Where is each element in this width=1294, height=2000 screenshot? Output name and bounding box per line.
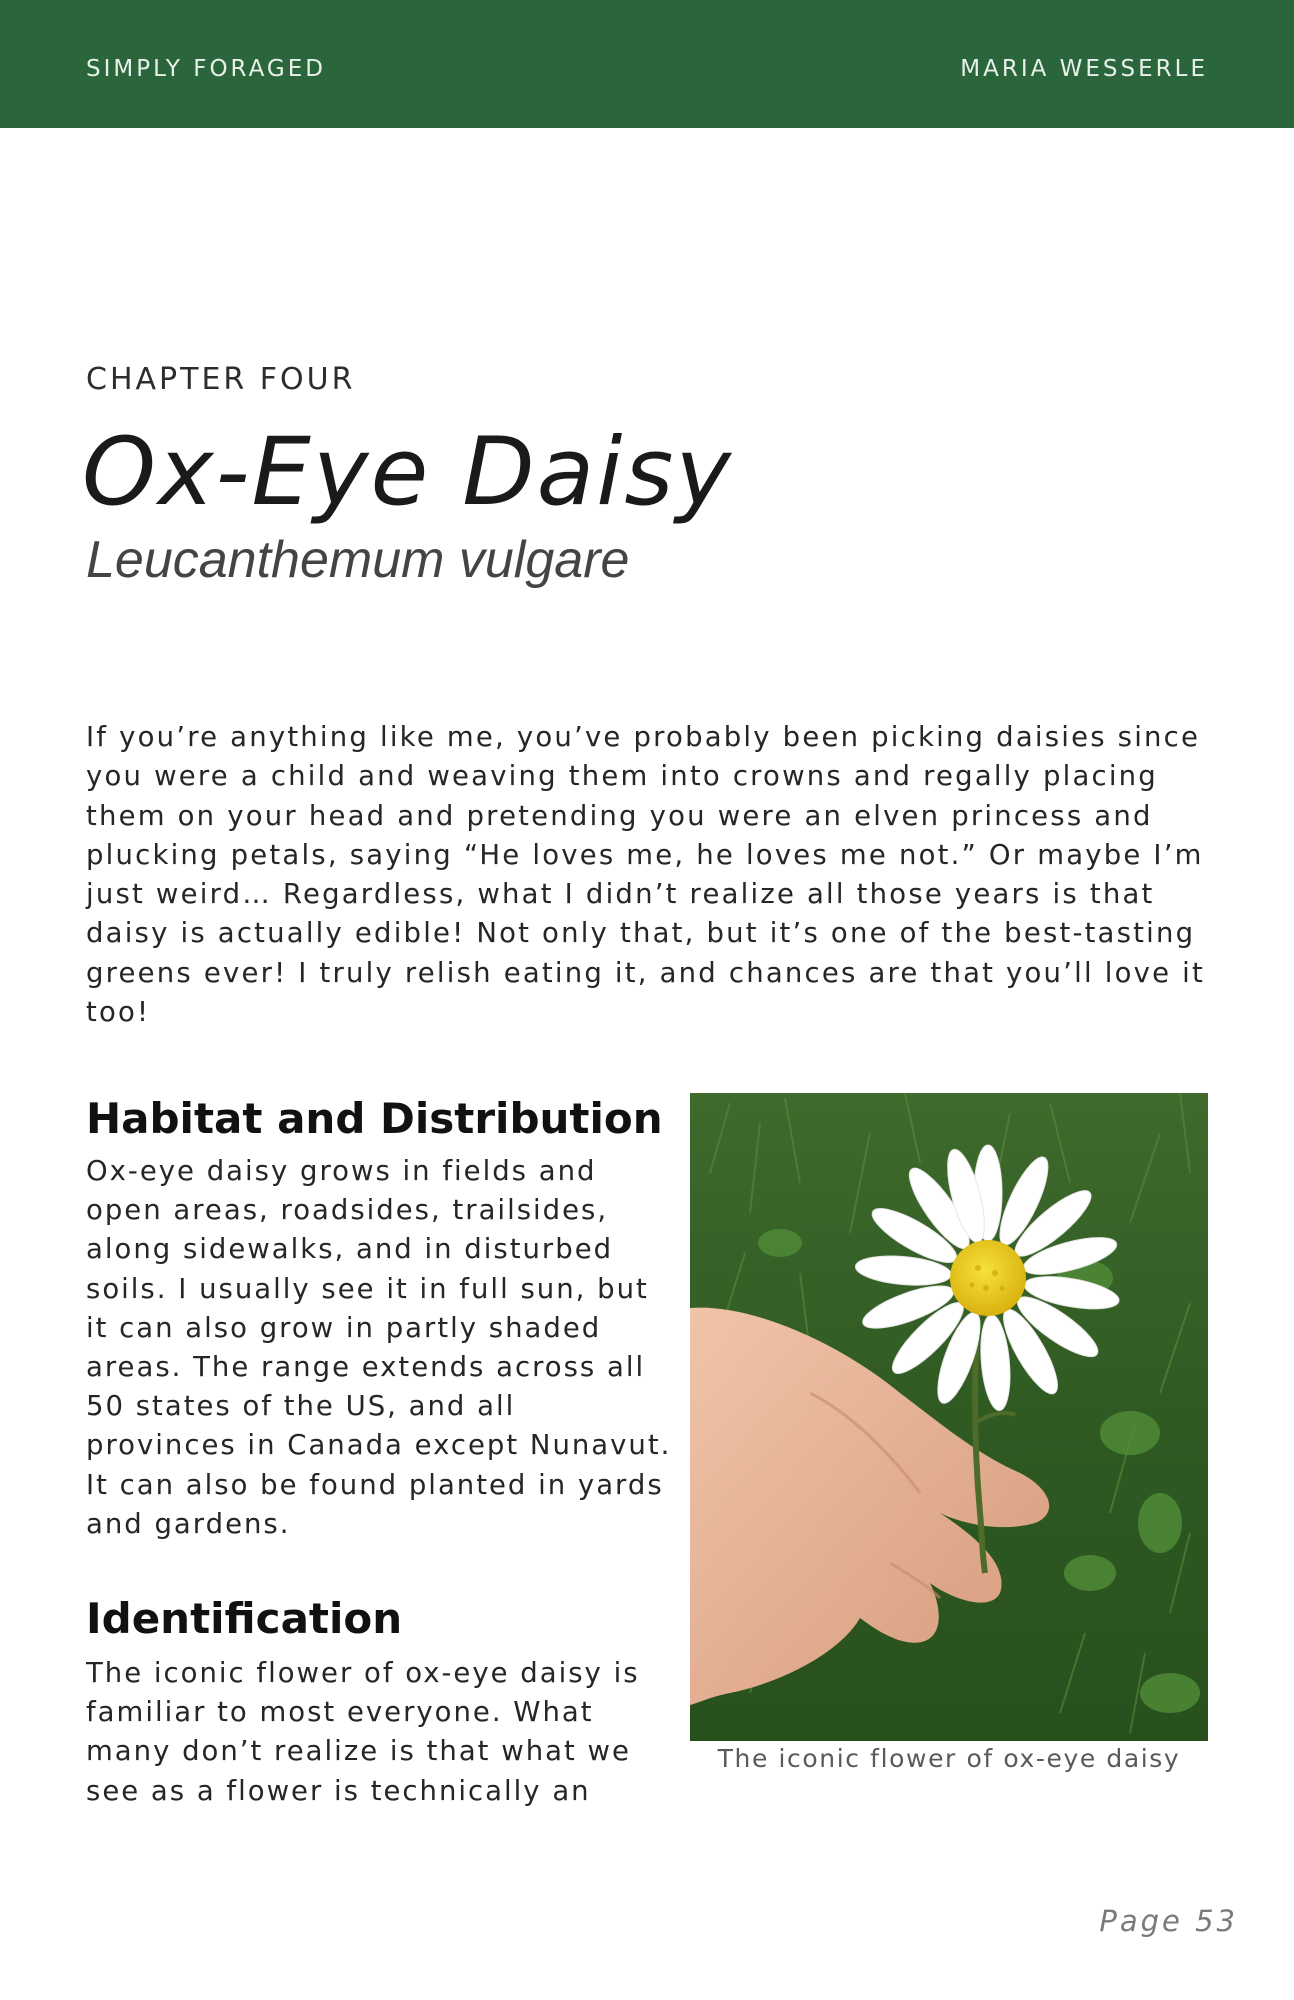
latin-name: Leucanthemum vulgare: [86, 531, 630, 589]
book-title: SIMPLY FORAGED: [86, 56, 326, 82]
intro-paragraph: If you’re anything like me, you’ve probably been picking daisies since you were a child and weaving them into crowns and regally placing them on your head and pretending you were an elven princess and plucking petals, saying “He loves me, he loves me not.” Or maybe I’m just weird… Regardless, what I didn’t realize all those years is that daisy is actually edible! Not only that, but it’s one of the best-tasting greens ever! I truly relish eating it, and chances are that you’ll love it too!: [86, 721, 1205, 1029]
chapter-label: CHAPTER FOUR: [86, 362, 356, 397]
page-number: Page 53: [1099, 1904, 1238, 1938]
habitat-paragraph: Ox-eye daisy grows in fields and open areas, roadsides, trailsides, along sidewalks, and in disturbed soils. I usually see it in full sun, but it can also grow in partly shaded areas. The range extends across all 50 states of the US, and all provinces in Canada except Nunavut. It can also be found planted in yards and gardens.: [86, 1155, 672, 1540]
daisy-photo: [690, 1093, 1208, 1741]
habitat-heading: Habitat and Distribution: [86, 1094, 663, 1143]
daisy-photo-illustration: [690, 1093, 1208, 1741]
photo-caption: The iconic flower of ox-eye daisy: [717, 1744, 1181, 1773]
identification-paragraph: The iconic flower of ox-eye daisy is familiar to most everyone. What many don’t realize is that what we see as a flower is technically an: [86, 1657, 640, 1807]
author-name: MARIA WESSERLE: [960, 56, 1208, 82]
identification-heading: Identification: [86, 1594, 403, 1643]
page-title: Ox-Eye Daisy: [82, 418, 733, 527]
header-bar: [0, 0, 1294, 128]
